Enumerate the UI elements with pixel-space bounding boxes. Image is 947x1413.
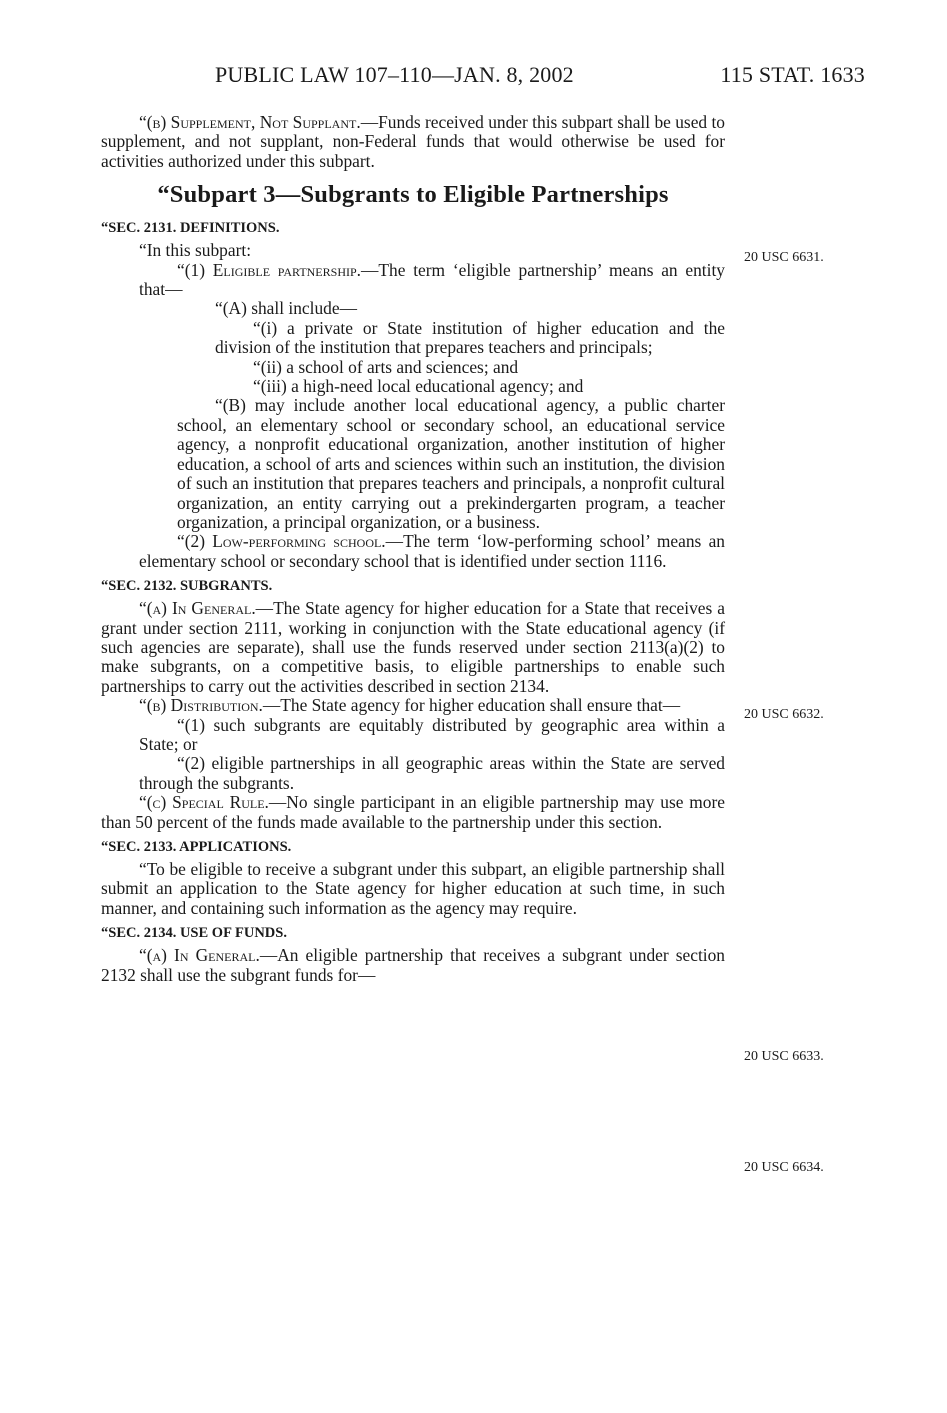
margin-note-6633: 20 USC 6633. [744, 1049, 824, 1064]
special-rule-text: —No single participant in an eligible partnership may use more than 50 percent of the funds made available to the partnership under this section. [101, 792, 725, 832]
sec2131-clause-ii: “(ii) a school of arts and sciences; and [253, 356, 519, 377]
supplement-paragraph [101, 113, 725, 171]
distribution-label: “(b) Distribution. [139, 695, 263, 716]
section-2134-heading: “SEC. 2134. USE OF FUNDS. [101, 925, 287, 942]
margin-note-6632: 20 USC 6632. [744, 707, 824, 722]
sec2131-subparagraph-a: “(A) shall include— [215, 298, 357, 319]
sec2134-subsection-a [101, 946, 725, 985]
sec2133-text: “To be eligible to receive a subgrant under this subpart, an eligible partnership shall submit an application to the State agency for higher education at such time, in such manner, and containing such information as the agency may require. [101, 859, 725, 918]
sec2132-paragraph-1: “(1) such subgrants are equitably distributed by geographic area within a State; or [139, 714, 725, 754]
sec2132-subsection-c [101, 793, 725, 832]
sec2131-clause-iii: “(iii) a high-need local educational agency; and [253, 376, 584, 397]
low-performing-label: “(2) Low-performing school. [177, 531, 386, 552]
header-law-citation: PUBLIC LAW 107–110—JAN. 8, 2002 [215, 62, 574, 87]
use-of-funds-label: “(a) In General. [139, 945, 260, 966]
eligible-partnership-text: —The term ‘eligible partnership’ means an entity that— [139, 259, 725, 300]
section-2132-heading: “SEC. 2132. SUBGRANTS. [101, 578, 273, 595]
special-rule-label: “(c) Special Rule. [139, 792, 269, 813]
supplement-text: —Funds received under this subpart shall be used to supplement, and not supplant, non-Federal funds that would otherwise be used for activities authorized under this subpart. [101, 112, 726, 171]
eligible-partnership-label: “(1) Eligible partnership. [177, 259, 362, 280]
use-of-funds-text: —An eligible partnership that receives a subgrant under section 2132 shall use the subgrant funds for— [101, 945, 725, 985]
sec2131-paragraph-1 [101, 261, 725, 300]
sec2131-clause-i: “(i) a private or State institution of higher education and the division of the institution that prepares teachers and principals; [215, 317, 725, 358]
header-page-number: 115 STAT. 1633 [720, 62, 865, 87]
margin-note-6634: 20 USC 6634. [744, 1160, 824, 1175]
low-performing-text: —The term ‘low-performing school’ means an elementary school or secondary school that is identified under section 1116. [139, 531, 725, 571]
sec2132-subsection-b [101, 696, 725, 715]
section-2131-heading: “SEC. 2131. DEFINITIONS. [101, 220, 280, 237]
subpart-title: “Subpart 3—Subgrants to Eligible Partnerships [157, 181, 669, 209]
sec2132-paragraph-2: “(2) eligible partnerships in all geographic areas within the State are served through the subgrants. [139, 753, 725, 793]
section-2133-heading: “SEC. 2133. APPLICATIONS. [101, 839, 292, 855]
body-text [101, 113, 725, 985]
in-general-label: “(a) In General. [139, 598, 256, 619]
supplement-label: “(b) Supplement, Not Supplant. [139, 112, 361, 132]
sec2131-intro: “In this subpart: [139, 240, 252, 261]
sec2132-subsection-a [101, 599, 725, 696]
sec2131-subparagraph-b: “(B) may include another local educational agency, a public charter school, an elementary school or secondary school, an educational service agency, a nonprofit educational organization, another institution of higher education, a school of arts and sciences within such an institution, the division of such an institution that prepares teachers and principals, a nonprofit cultural organization, an entity carrying out a prekindergarten program, a teacher organization, a principal organization, or a business. [177, 395, 725, 532]
in-general-text: —The State agency for higher education for a State that receives a grant under section 2111, working in conjunction with the State educational agency (if such agencies are separate), shall use the funds reserved under section 2113(a)(2) to make subgrants, on a competitive basis, to eligible partnerships to enable such partnerships to carry out the activities described in section 2134. [101, 598, 725, 696]
margin-note-6631: 20 USC 6631. [744, 250, 824, 265]
sec2131-paragraph-2 [101, 532, 725, 571]
distribution-text: —The State agency for higher education shall ensure that— [262, 695, 681, 716]
